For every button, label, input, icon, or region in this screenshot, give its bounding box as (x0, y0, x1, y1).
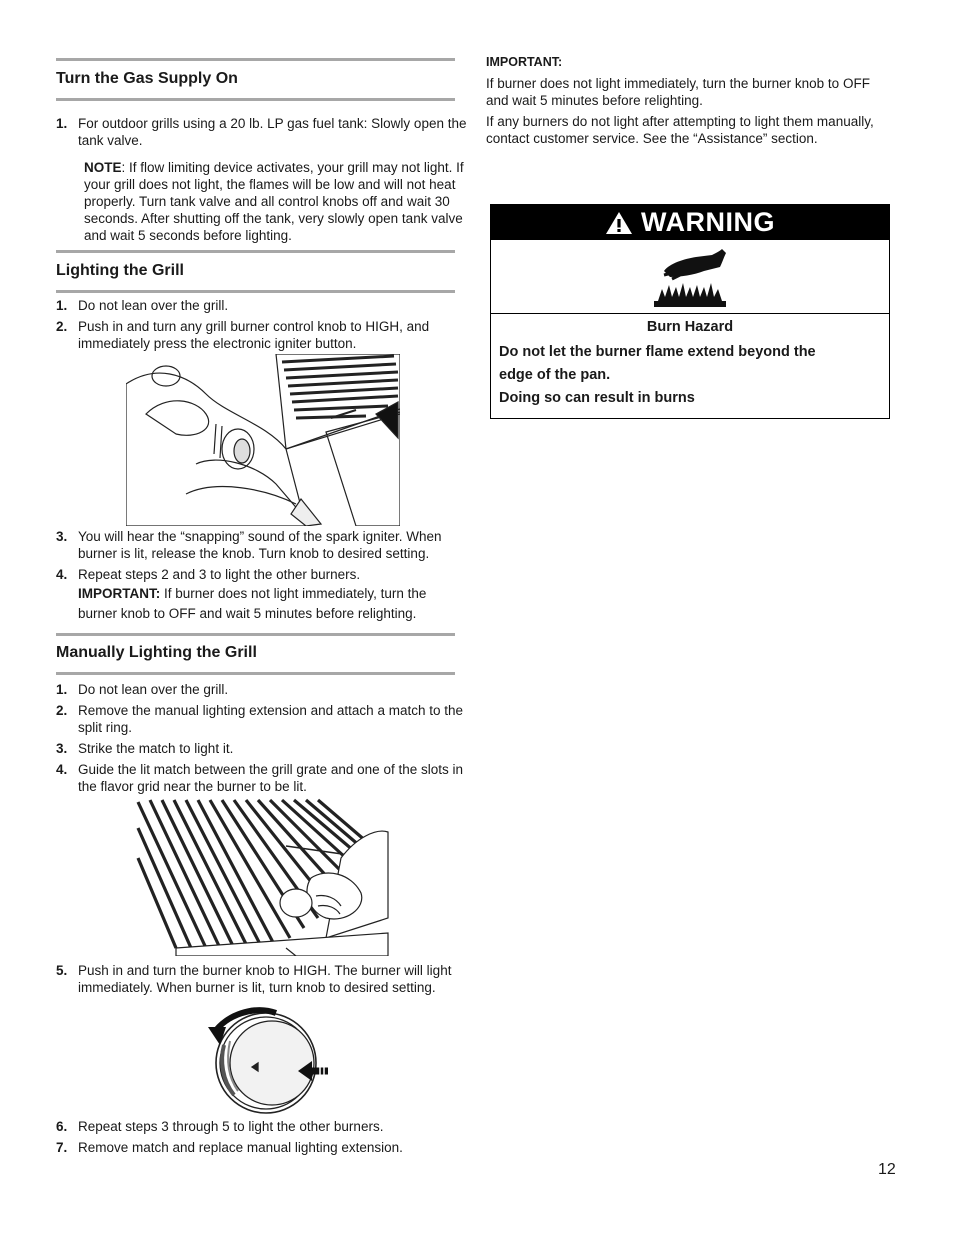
step-item (56, 297, 468, 314)
note-text: : If flow limiting device activates, your grill may not light. If your grill does not light, the flames will be low and will not heat properly. Turn tank valve and all control knobs off and wait 30 seconds. After shutting off the tank, very slowly open tank valve and wait 5 seconds before lighting. (84, 160, 464, 243)
right-column (486, 54, 896, 151)
important-heading: IMPORTANT: (486, 55, 563, 69)
step-number: 3. (56, 741, 68, 756)
step-item (56, 740, 468, 757)
step-number: 2. (56, 703, 68, 718)
warning-line: Doing so can result in burns (499, 390, 695, 406)
step-item (56, 528, 468, 562)
step-number: 2. (56, 319, 68, 334)
step-text: For outdoor grills using a 20 lb. LP gas fuel tank: Slowly open the tank valve. (78, 116, 467, 148)
step-number: 1. (56, 298, 68, 313)
important-label: IMPORTANT: (78, 586, 161, 601)
step-number: 1. (56, 116, 68, 131)
step-item (56, 318, 468, 352)
step-item (56, 566, 468, 583)
warning-word: WARNING (641, 207, 775, 237)
step-text: Strike the match to light it. (78, 741, 234, 756)
lighting-important (78, 584, 468, 624)
step-text: Remove the manual lighting extension and attach a match to the split ring. (78, 703, 463, 735)
warning-triangle-icon (605, 211, 633, 235)
step-text: You will hear the “snapping” sound of the spark igniter. When burner is lit, release the knob. Turn knob to desired setting. (78, 529, 442, 561)
warning-body (491, 314, 889, 418)
left-column (56, 58, 468, 1160)
warning-pictogram (491, 240, 889, 314)
step-item (56, 1139, 468, 1156)
step-item (56, 702, 468, 736)
important-text: If burner does not light immediately, turn the burner knob to OFF and wait 5 minutes before relighting. (78, 586, 427, 621)
step-text: Guide the lit match between the grill grate and one of the slots in the flavor grid near the burner to be lit. (78, 762, 463, 794)
igniter-illustration (126, 354, 400, 526)
burner-knob-illustration (204, 1005, 330, 1115)
step-number: 6. (56, 1119, 68, 1134)
step-number: 1. (56, 682, 68, 697)
step-item (56, 681, 468, 698)
section-header-manual-lighting (56, 633, 455, 675)
step-item (56, 115, 468, 149)
section-title: Turn the Gas Supply On (56, 70, 238, 87)
step-item (56, 761, 468, 795)
step-number: 4. (56, 567, 68, 582)
page-number: 12 (878, 1161, 896, 1178)
step-text: Repeat steps 2 and 3 to light the other burners. (78, 567, 361, 582)
step-item (56, 1118, 468, 1135)
section-header-gas-supply (56, 58, 455, 101)
step-text: Push in and turn any grill burner control knob to HIGH, and immediately press the electronic igniter button. (78, 319, 430, 351)
section-title: Lighting the Grill (56, 262, 184, 279)
step-number: 7. (56, 1140, 68, 1155)
important-paragraph: If burner does not light immediately, turn the burner knob to OFF and wait 5 minutes before relighting. (486, 76, 870, 108)
note-label: NOTE (84, 160, 122, 175)
section-header-lighting (56, 250, 455, 293)
step-number: 5. (56, 963, 68, 978)
step-text: Do not lean over the grill. (78, 298, 229, 313)
step-text: Do not lean over the grill. (78, 682, 229, 697)
step-number: 3. (56, 529, 68, 544)
step-item (56, 962, 468, 996)
warning-title: Burn Hazard (646, 319, 734, 335)
gas-note (84, 159, 468, 244)
warning-line: Do not let the burner flame extend beyond the (499, 344, 816, 360)
important-paragraph: If any burners do not light after attempting to light them manually, contact customer service. See the “Assistance” section. (486, 114, 874, 146)
warning-box (490, 204, 890, 419)
step-number: 4. (56, 762, 68, 777)
knob-icon (216, 1013, 316, 1113)
step-text: Push in and turn the burner knob to HIGH. The burner will light immediately. When burner is lit, turn knob to desired setting. (78, 963, 452, 995)
grill-grate-icon (276, 354, 400, 449)
hand-over-flame-icon (650, 245, 730, 309)
warning-line: edge of the pan. (499, 367, 611, 383)
match-lighting-illustration (136, 798, 390, 956)
step-text: Repeat steps 3 through 5 to light the other burners. (78, 1119, 384, 1134)
section-title: Manually Lighting the Grill (56, 644, 257, 661)
warning-header (491, 205, 889, 240)
step-text: Remove match and replace manual lighting extension. (78, 1140, 403, 1155)
